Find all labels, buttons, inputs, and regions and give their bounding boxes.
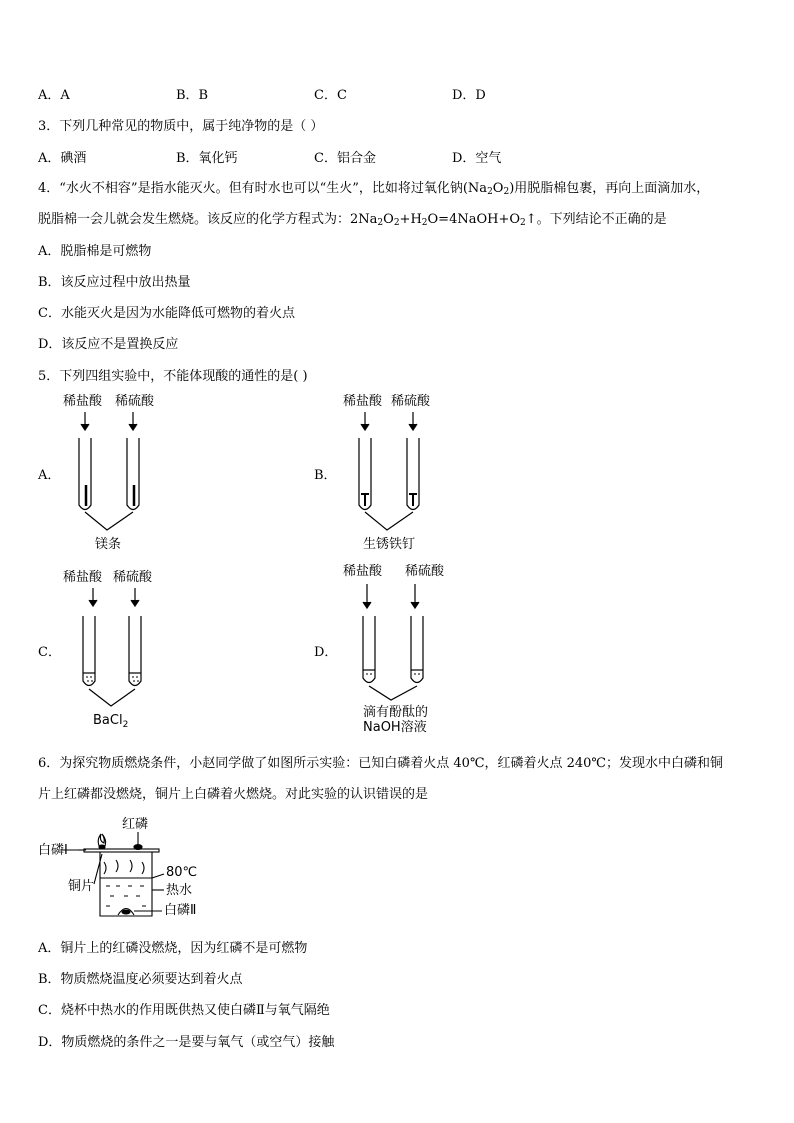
fig-c-acid2: 稀硫酸 [113,570,153,585]
q4-option-b: B．该反应过程中放出热量 [38,275,191,290]
q5-stem: 5．下列四组实验中，不能体现酸的通性的是( ) [38,369,308,384]
q5-letter-a: A． [38,468,61,483]
q5-figure-d [335,560,485,740]
q5-letter-b: B． [314,468,337,483]
fig-a-acid2: 稀硫酸 [115,394,155,409]
q5-figure-a [55,390,185,555]
q6-option-d: D．物质燃烧的条件之一是要与氧气（或空气）接触 [38,1035,335,1050]
fig-a-label: 镁条 [95,537,122,552]
fig-d-acid1: 稀盐酸 [343,564,383,579]
fig6-white-p2: 白磷Ⅱ [164,903,197,918]
q2-option-d: D．D [452,88,486,103]
q4-option-a: A．脱脂棉是可燃物 [38,244,152,259]
q4-option-c: C．水能灭火是因为水能降低可燃物的着火点 [38,306,295,321]
q3-option-d: D．空气 [452,151,502,166]
q3-option-a: A．碘酒 [38,151,87,166]
q5-figure-b [335,390,475,555]
fig-c-label: BaCl$_2$ [93,713,129,730]
q6-stem-line2: 片上红磷都没燃烧，铜片上白磷着火燃烧。对此实验的认识错误的是 [38,787,429,802]
fig-d-label-line2: NaOH溶液 [363,720,427,735]
q3-stem: 3．下列几种常见的物质中，属于纯净物的是（ ） [38,119,324,134]
fig-d-acid2: 稀硫酸 [405,564,445,579]
q6-option-a: A．铜片上的红磷没燃烧，因为红磷不是可燃物 [38,941,308,956]
fig6-hot-water: 热水 [166,883,193,898]
q6-option-c: C．烧杯中热水的作用既供热又使白磷Ⅱ与氧气隔绝 [38,1003,330,1018]
fig-d-label-line1: 滴有酚酞的 [363,705,429,720]
q2-option-a: A．A [38,88,70,103]
fig-b-acid1: 稀盐酸 [343,394,383,409]
q3-option-b: B．氧化钙 [176,151,238,166]
q4-stem-line2: 脱脂棉一会儿就会发生燃烧。该反应的化学方程式为：$2Na_2O_2+H_2O=4NaOH+O_2↑$。下列结论不正确的是 [38,212,667,228]
fig-a-acid1: 稀盐酸 [63,394,103,409]
q6-stem-line1: 6．为探究物质燃烧条件，小赵同学做了如图所示实验：已知白磷着火点 40℃，红磷着火点 240℃；发现水中白磷和铜 [38,756,723,771]
q4-option-d: D．该反应不是置换反应 [38,337,179,352]
q6-figure [38,814,238,929]
fig6-copper: 铜片 [68,879,95,894]
q5-figure-c [55,566,185,736]
q6-option-b: B．物质燃烧温度必须要达到着火点 [38,972,243,987]
q2-option-c: C．C [314,88,347,103]
q2-option-b: B．B [176,88,209,103]
q5-letter-d: D． [314,645,338,660]
fig-b-label: 生锈铁钉 [363,537,416,552]
fig-b-acid2: 稀硫酸 [391,394,431,409]
fig6-red-p: 红磷 [122,817,149,832]
q4-stem-line1: 4．“水火不相容”是指水能灭火。但有时水也可以“生火”，比如将过氧化钠$(Na_2O_2)$用脱脂棉包裹，再向上面滴加水， [38,181,710,197]
fig-c-acid1: 稀盐酸 [63,570,103,585]
q5-letter-c: C． [38,645,61,660]
fig6-white-p1: 白磷Ⅰ [38,843,68,858]
q3-option-c: C．铝合金 [314,151,376,166]
fig6-temp: 80℃ [166,865,198,880]
